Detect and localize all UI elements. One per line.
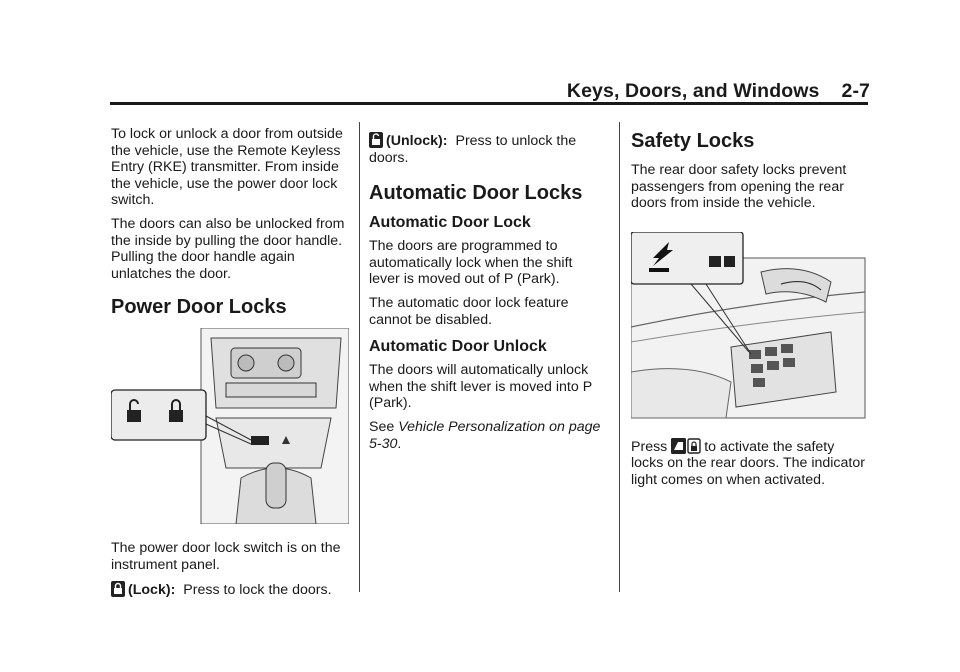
see-reference-paragraph: See Vehicle Personalization on page 5-30. bbox=[369, 418, 601, 452]
auto-lock-disabled-paragraph: The automatic door lock feature cannot be disabled. bbox=[369, 294, 569, 328]
console-illustration bbox=[111, 328, 349, 524]
automatic-door-lock-heading: Automatic Door Lock bbox=[369, 214, 531, 232]
unlock-icon bbox=[369, 132, 383, 148]
see-label: See bbox=[369, 418, 395, 435]
personalization-reference: Vehicle Personalization on page 5-30 bbox=[369, 418, 601, 452]
safety-locks-heading: Safety Locks bbox=[631, 130, 755, 152]
page-header bbox=[0, 0, 960, 110]
lock-label: (Lock): bbox=[128, 581, 176, 598]
page-number: 2-7 bbox=[841, 80, 870, 102]
door-panel-illustration bbox=[631, 232, 869, 422]
activate-safety-paragraph bbox=[631, 438, 869, 489]
press-label: Press bbox=[631, 438, 668, 455]
activate-safety-description: to activate the safety locks on the rear doors. The indicator light comes on when activated. bbox=[631, 438, 865, 488]
power-door-locks-heading: Power Door Locks bbox=[111, 296, 287, 319]
unlock-paragraph bbox=[369, 132, 605, 166]
page-title bbox=[567, 80, 870, 103]
safety-paragraph: The rear door safety locks prevent passengers from opening the rear doors from inside the vehicle. bbox=[631, 162, 847, 212]
lock-icon bbox=[111, 581, 125, 597]
power-door-lock-illustration bbox=[111, 328, 349, 524]
column-divider bbox=[619, 122, 620, 592]
header-rule bbox=[110, 102, 868, 105]
lock-description: Press to lock the doors. bbox=[183, 581, 332, 598]
intro-paragraph: To lock or unlock a door from outside the vehicle, use the Remote Keyless Entry (RKE) transmitter. From inside the vehicle, use the power door lock switch. bbox=[111, 126, 343, 209]
automatic-door-unlock-heading: Automatic Door Unlock bbox=[369, 338, 547, 356]
unlock-label: (Unlock): bbox=[386, 133, 448, 149]
automatic-door-locks-heading: Automatic Door Locks bbox=[369, 182, 583, 205]
child-safety-lock-icon bbox=[671, 438, 701, 454]
safety-lock-illustration bbox=[631, 232, 869, 422]
switch-location-paragraph: The power door lock switch is on the instrument panel. bbox=[111, 540, 341, 573]
lock-paragraph bbox=[111, 581, 349, 599]
column-1 bbox=[111, 126, 349, 605]
column-divider bbox=[359, 122, 360, 592]
column-2 bbox=[369, 126, 605, 459]
handle-paragraph: The doors can also be unlocked from the inside by pulling the door handle. Pulling the door handle again unlatches the door. bbox=[111, 215, 345, 282]
column-3 bbox=[631, 126, 869, 496]
auto-lock-paragraph: The doors are programmed to automatically lock when the shift lever is moved out of P (Park). bbox=[369, 238, 573, 288]
chapter-title: Keys, Doors, and Windows bbox=[566, 80, 820, 102]
unlock-description: Press to unlock the doors. bbox=[369, 133, 577, 166]
auto-unlock-paragraph: The doors will automatically unlock when the shift lever is moved into P (Park). bbox=[369, 362, 592, 412]
